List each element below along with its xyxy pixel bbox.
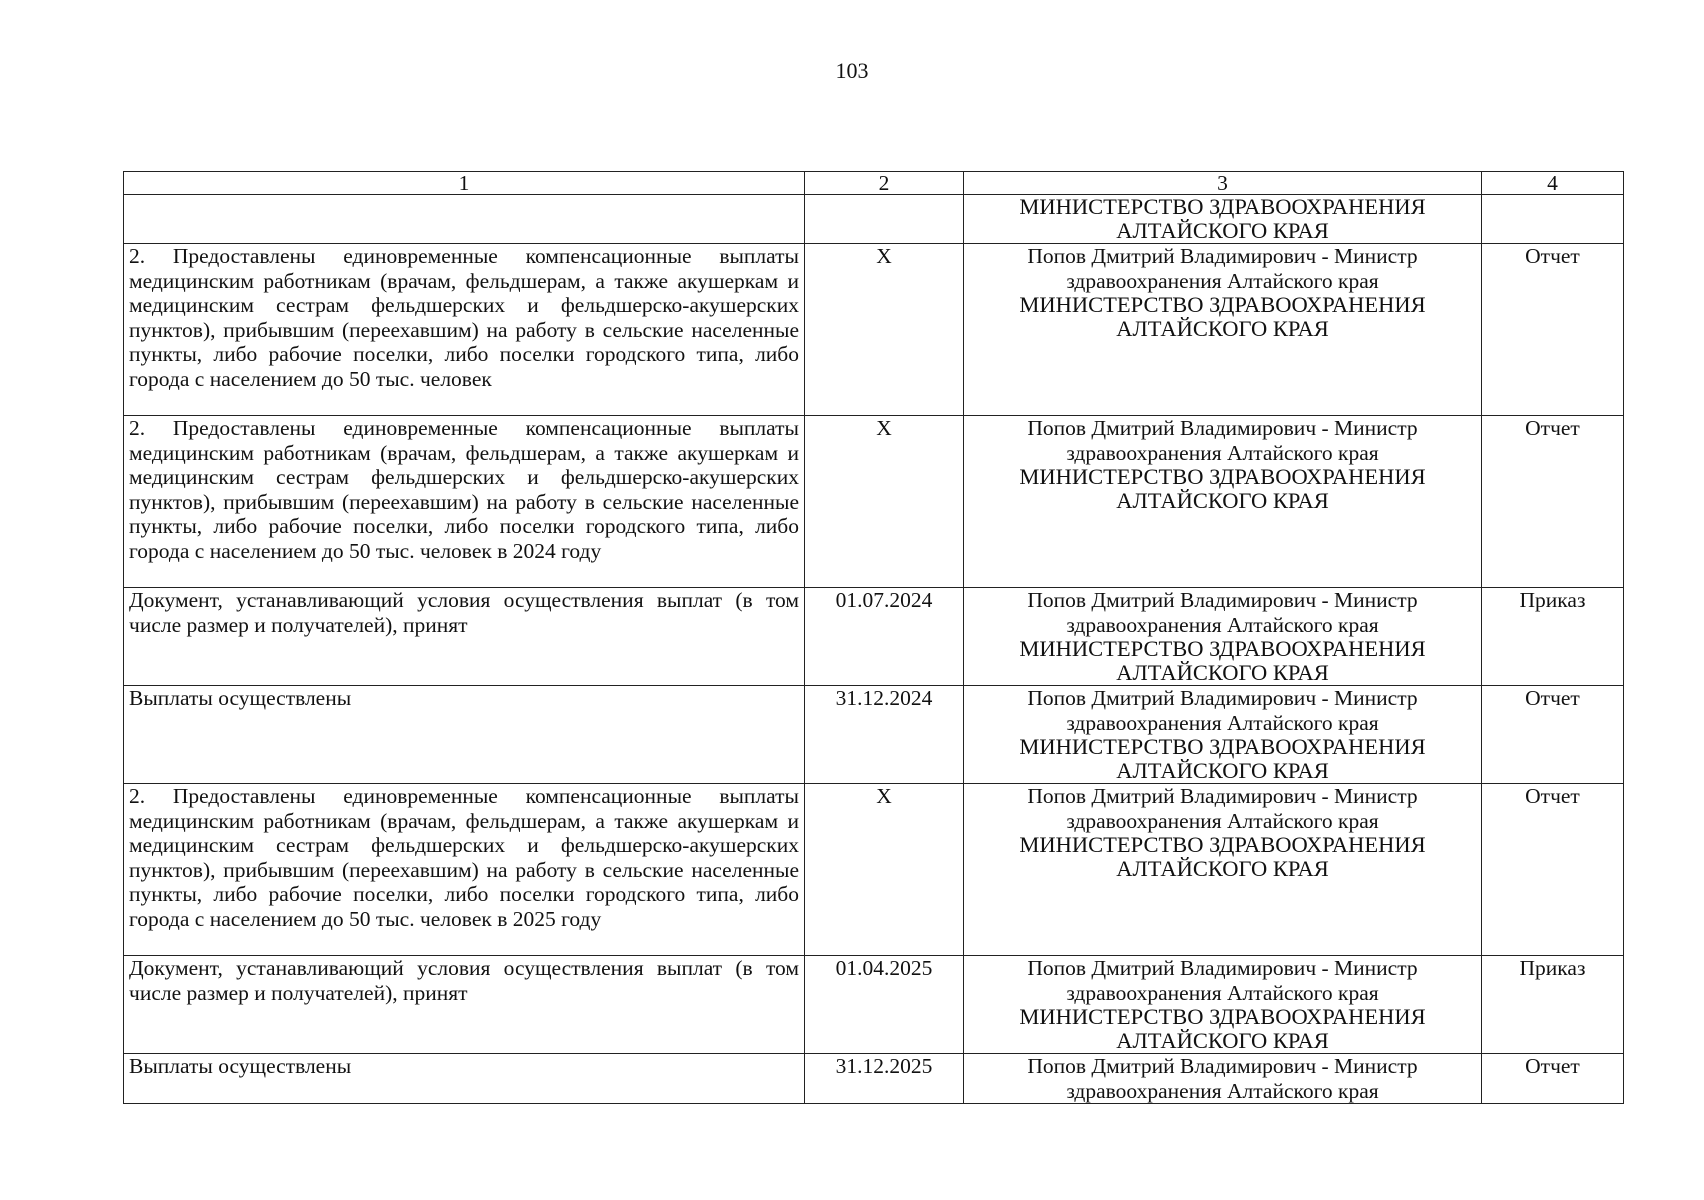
date-cell: 01.04.2025 <box>805 956 964 1054</box>
responsible-person: Попов Дмитрий Владимирович - Министр здравоохранения Алтайского края <box>1027 784 1418 833</box>
responsible-person: Попов Дмитрий Владимирович - Министр здравоохранения Алтайского края <box>1027 956 1418 1005</box>
responsible-organization: МИНИСТЕРСТВО ЗДРАВООХРАНЕНИЯ АЛТАЙСКОГО КРАЯ <box>1019 194 1426 243</box>
responsible-organization: МИНИСТЕРСТВО ЗДРАВООХРАНЕНИЯ АЛТАЙСКОГО КРАЯ <box>1019 734 1426 783</box>
responsible-person: Попов Дмитрий Владимирович - Министр здравоохранения Алтайского края <box>1027 588 1418 637</box>
column-header-2: 2 <box>805 172 964 195</box>
document-cell <box>1482 195 1624 244</box>
description-cell: 2. Предоставлены единовременные компенсационные выплаты медицинским работникам (врачам, фельдшерам, а также акушеркам и медицинским сестрам фельдшерских и фельдшерско-акушерских пунктов), прибывшим (переехавшим) на работу в сельские населенные пункты, либо рабочие поселки, либо поселки городского типа, либо города с населением до 50 тыс. человек в 2025 году <box>124 784 805 956</box>
date-cell: 31.12.2024 <box>805 686 964 784</box>
description-cell: 2. Предоставлены единовременные компенсационные выплаты медицинским работникам (врачам, фельдшерам, а также акушеркам и медицинским сестрам фельдшерских и фельдшерско-акушерских пунктов), прибывшим (переехавшим) на работу в сельские населенные пункты, либо рабочие поселки, либо поселки городского типа, либо города с населением до 50 тыс. человек в 2024 году <box>124 416 805 588</box>
responsible-cell <box>964 784 1482 956</box>
header-row <box>124 172 1624 195</box>
column-header-1: 1 <box>124 172 805 195</box>
table-row <box>124 195 1624 244</box>
date-cell <box>805 195 964 244</box>
document-cell: Приказ <box>1482 956 1624 1054</box>
page-number: 103 <box>835 58 869 83</box>
table-row <box>124 1054 1624 1104</box>
table-row <box>124 244 1624 416</box>
document-cell: Отчет <box>1482 1054 1624 1104</box>
date-cell: X <box>805 244 964 416</box>
plan-table <box>123 171 1624 1104</box>
column-header-3: 3 <box>964 172 1482 195</box>
responsible-person: Попов Дмитрий Владимирович - Министр здравоохранения Алтайского края <box>1027 244 1418 293</box>
responsible-person: Попов Дмитрий Владимирович - Министр здравоохранения Алтайского края <box>1027 416 1418 465</box>
responsible-organization: МИНИСТЕРСТВО ЗДРАВООХРАНЕНИЯ АЛТАЙСКОГО КРАЯ <box>1019 1004 1426 1053</box>
responsible-organization: МИНИСТЕРСТВО ЗДРАВООХРАНЕНИЯ АЛТАЙСКОГО КРАЯ <box>1019 636 1426 685</box>
date-cell: X <box>805 416 964 588</box>
responsible-cell <box>964 686 1482 784</box>
table-row <box>124 416 1624 588</box>
table-row <box>124 588 1624 686</box>
responsible-cell <box>964 1054 1482 1104</box>
description-cell: Документ, устанавливающий условия осуществления выплат (в том числе размер и получателей), принят <box>124 956 805 1054</box>
responsible-organization: МИНИСТЕРСТВО ЗДРАВООХРАНЕНИЯ АЛТАЙСКОГО КРАЯ <box>1019 292 1426 341</box>
date-cell: X <box>805 784 964 956</box>
column-header-4: 4 <box>1482 172 1624 195</box>
description-cell <box>124 195 805 244</box>
table-row <box>124 686 1624 784</box>
document-cell: Приказ <box>1482 588 1624 686</box>
responsible-cell <box>964 416 1482 588</box>
table-row <box>124 784 1624 956</box>
responsible-cell <box>964 588 1482 686</box>
description-cell: Выплаты осуществлены <box>124 1054 805 1104</box>
responsible-cell <box>964 956 1482 1054</box>
document-cell: Отчет <box>1482 686 1624 784</box>
responsible-person: Попов Дмитрий Владимирович - Министр здравоохранения Алтайского края <box>1027 1054 1418 1103</box>
description-cell: 2. Предоставлены единовременные компенсационные выплаты медицинским работникам (врачам, фельдшерам, а также акушеркам и медицинским сестрам фельдшерских и фельдшерско-акушерских пунктов), прибывшим (переехавшим) на работу в сельские населенные пункты, либо рабочие поселки, либо поселки городского типа, либо города с населением до 50 тыс. человек <box>124 244 805 416</box>
responsible-cell <box>964 244 1482 416</box>
responsible-person: Попов Дмитрий Владимирович - Министр здравоохранения Алтайского края <box>1027 686 1418 735</box>
document-cell: Отчет <box>1482 416 1624 588</box>
table-row <box>124 956 1624 1054</box>
description-cell: Документ, устанавливающий условия осуществления выплат (в том числе размер и получателей), принят <box>124 588 805 686</box>
date-cell: 31.12.2025 <box>805 1054 964 1104</box>
responsible-organization: МИНИСТЕРСТВО ЗДРАВООХРАНЕНИЯ АЛТАЙСКОГО КРАЯ <box>1019 464 1426 513</box>
description-cell: Выплаты осуществлены <box>124 686 805 784</box>
responsible-cell <box>964 195 1482 244</box>
date-cell: 01.07.2024 <box>805 588 964 686</box>
responsible-organization: МИНИСТЕРСТВО ЗДРАВООХРАНЕНИЯ АЛТАЙСКОГО КРАЯ <box>1019 832 1426 881</box>
document-cell: Отчет <box>1482 784 1624 956</box>
document-cell: Отчет <box>1482 244 1624 416</box>
